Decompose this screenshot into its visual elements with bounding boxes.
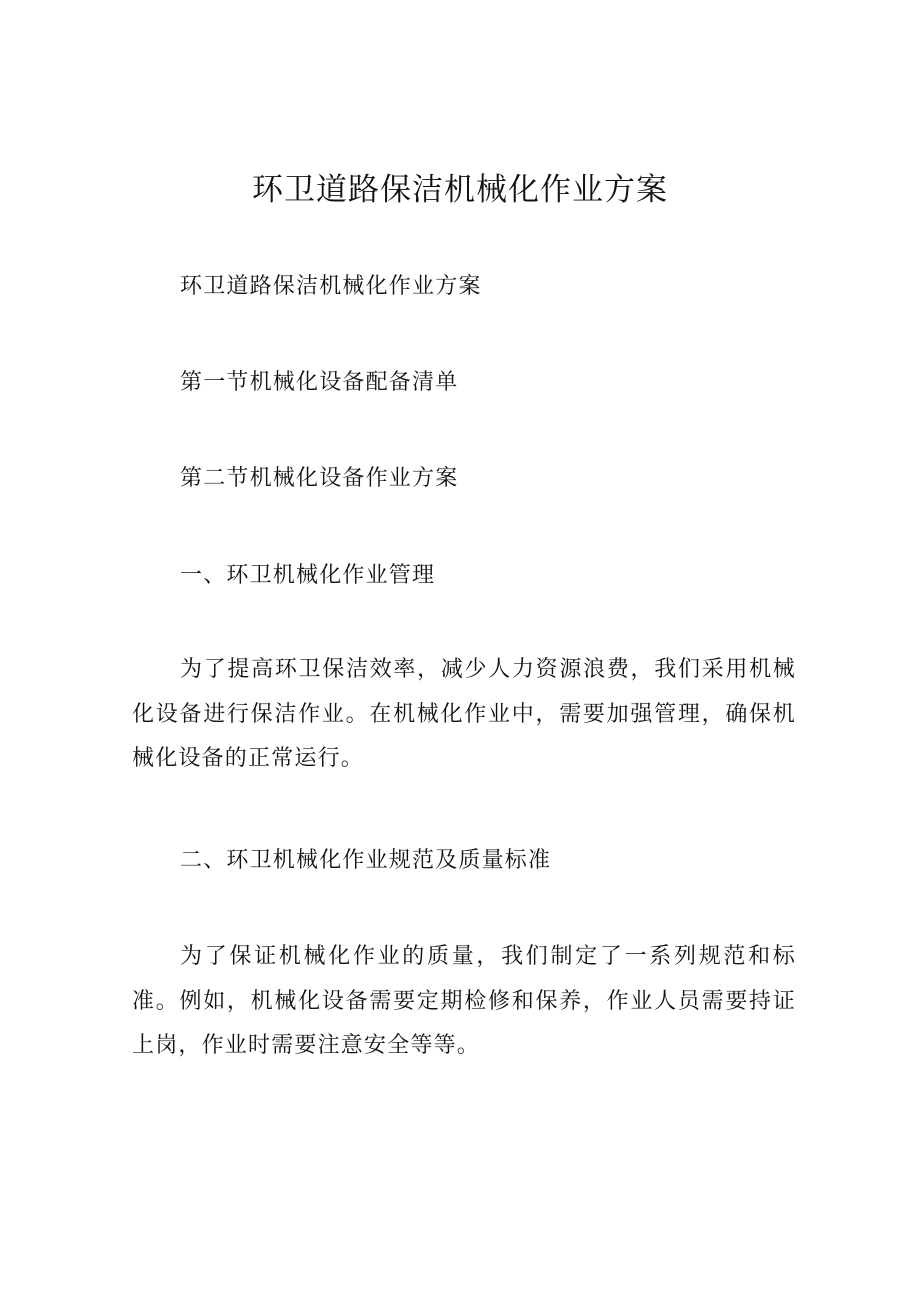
paragraph-management: 为了提高环卫保洁效率，减少人力资源浪费，我们采用机械化设备进行保洁作业。在机械化作业中，需要加强管理，确保机械化设备的正常运行。 [132,657,796,771]
heading-mechanized-management: 一、环卫机械化作业管理 [180,563,436,588]
document-title: 环卫道路保洁机械化作业方案 [252,172,668,208]
section-two-heading: 第二节机械化设备作业方案 [180,466,459,491]
subtitle-line: 环卫道路保洁机械化作业方案 [180,274,482,299]
paragraph-standards: 为了保证机械化作业的质量，我们制定了一系列规范和标准。例如，机械化设备需要定期检修和保养，作业人员需要持证上岗，作业时需要注意安全等等。 [132,944,796,1058]
heading-standards: 二、环卫机械化作业规范及质量标准 [180,848,552,873]
section-one-heading: 第一节机械化设备配备清单 [180,370,459,395]
